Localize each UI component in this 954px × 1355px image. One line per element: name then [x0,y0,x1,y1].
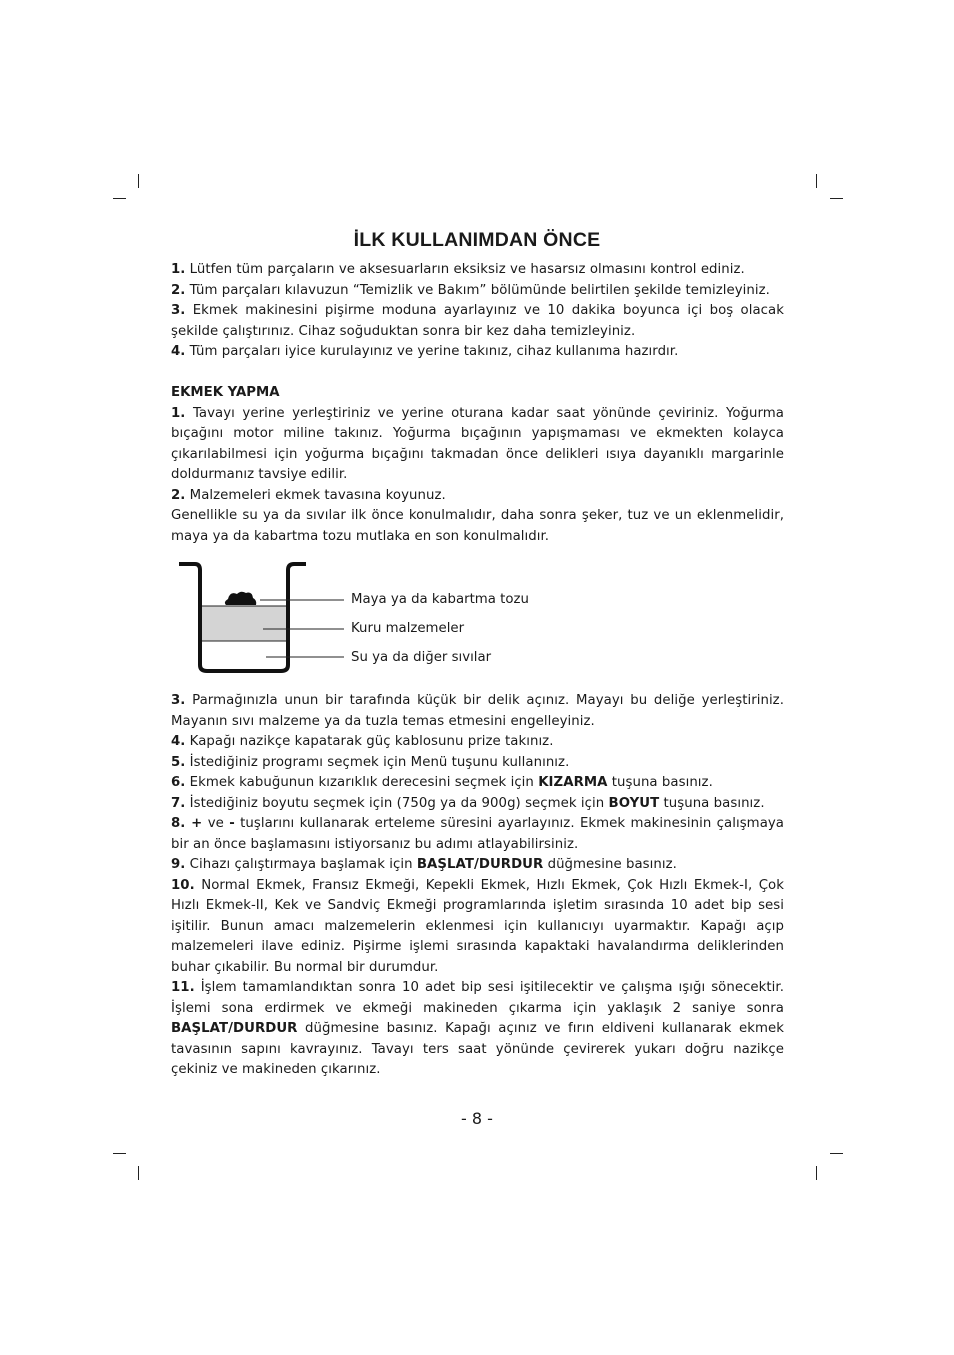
label-dry-ingredients: Kuru malzemeler [351,621,465,636]
list-item: 11. İşlem tamamlandıktan sonra 10 adet bip sesi işitilecektir ve çalışma ışığı sönecektir. İşlemi sona erdirmek ve ekmeği makineden çıkarma için yaklaşık 2 saniye sonra BAŞLAT/DURDUR düğmesine basınız. Kapağı açınız ve fırın eldiveni kullanarak ekmek tavasının sapını kavrayınız. Tavayı ters saat yönünde çevirerek yukarı doğru nazikçe çekiniz ve makineden çıkarınız. [171,980,784,1077]
list-item: 6. Ekmek kabuğunun kızarıklık derecesini seçmek için KIZARMA tuşuna basınız. [171,775,713,790]
intro-list [171,260,784,363]
page-number: - 8 - [461,1109,493,1128]
list-item: 3. Parmağınızla unun bir tarafında küçük bir delik açınız. Mayayı bu deliğe yerleştiriniz. Mayanın sıvı malzeme ya da tuzla temas etmesini engelleyiniz. [171,693,784,729]
list-item: 7. İstediğiniz boyutu seçmek için (750g ya da 900g) seçmek için BOYUT tuşuna basınız. [171,795,765,811]
crop-mark [113,198,126,199]
list-item: 2. Malzemeleri ekmek tavasına koyunuz. [171,487,446,503]
crop-mark [830,198,843,199]
list-item: 1. Tavayı yerine yerleştiriniz ve yerine oturana kadar saat yönünde çeviriniz. Yoğurma bıçağını motor miline takınız. Yoğurma bıçağının yapışmaması ve ekmekten kolayca çıkarılabilmesi için yoğurma bıçağını takmadan önce delikleri ısıya dayanıklı margarinle doldurmanız tavsiye edilir. [171,405,784,482]
list-item: 2. Tüm parçaları kılavuzun “Temizlik ve Bakım” bölümünde belirtilen şekilde temizleyiniz. [171,282,770,298]
list-item: 4. Tüm parçaları iyice kurulayınız ve yerine takınız, cihaz kullanıma hazırdır. [171,344,679,359]
section-bread-making [171,383,784,547]
label-yeast: Maya ya da kabartma tozu [351,592,529,607]
list-item: 8. + ve - tuşlarını kullanarak erteleme süresini ayarlayınız. Ekmek makinesinin çalışmaya bir an önce başlamasını istiyorsanız bu adımı atlayabilirsiniz. [171,816,785,852]
crop-mark [138,1166,139,1180]
section-heading: EKMEK YAPMA [171,385,280,400]
crop-mark [113,1153,126,1154]
list-item: 10. Normal Ekmek, Fransız Ekmeği, Kepekli Ekmek, Hızlı Ekmek, Çok Hızlı Ekmek-I, Çok Hızlı Ekmek-II, Kek ve Sandviç Ekmeği programlarında işletim sırasında 10 adet bip sesi işitilir. Bunun amacı malzemelerin eklenmesi için kullanıcıyı uyarmaktır. Kapağı açıp malzemeleri ilave ediniz. Pişirme işlemi sırasında kapaktaki havalandırma deliklerinden buhar çıkabilir. Bu normal bir durumdur. [171,877,784,975]
crop-mark [816,1166,817,1180]
dry-ingredients-layer [200,606,288,641]
yeast-pile [225,592,256,605]
list-item: 4. Kapağı nazikçe kapatarak güç kablosunu prize takınız. [171,734,554,749]
list-item: 5. İstediğiniz programı seçmek için Menü tuşunu kullanınız. [171,754,570,770]
page-title: İLK KULLANIMDAN ÖNCE [353,229,601,251]
list-item: 9. Cihazı çalıştırmaya başlamak için BAŞLAT/DURDUR düğmesine basınız. [171,857,677,872]
crop-mark [816,174,817,188]
crop-mark [138,174,139,188]
list-item: 3. Ekmek makinesini pişirme moduna ayarlayınız ve 10 dakika boyunca içi boş olacak şekilde çalıştırınız. Cihaz soğuduktan sonra bir kez daha temizleyiniz. [171,303,784,339]
steps-list [171,691,784,1081]
note-text: Genellikle su ya da sıvılar ilk önce konulmalıdır, daha sonra şeker, tuz ve un eklenmelidir, maya ya da kabartma tozu mutlaka en son konulmalıdır. [171,508,784,544]
bread-pan-diagram [171,555,571,685]
label-liquids: Su ya da diğer sıvılar [351,650,492,665]
list-item: 1. Lütfen tüm parçaların ve aksesuarların eksiksiz ve hasarsız olmasını kontrol ediniz. [171,262,745,277]
crop-mark [830,1153,843,1154]
